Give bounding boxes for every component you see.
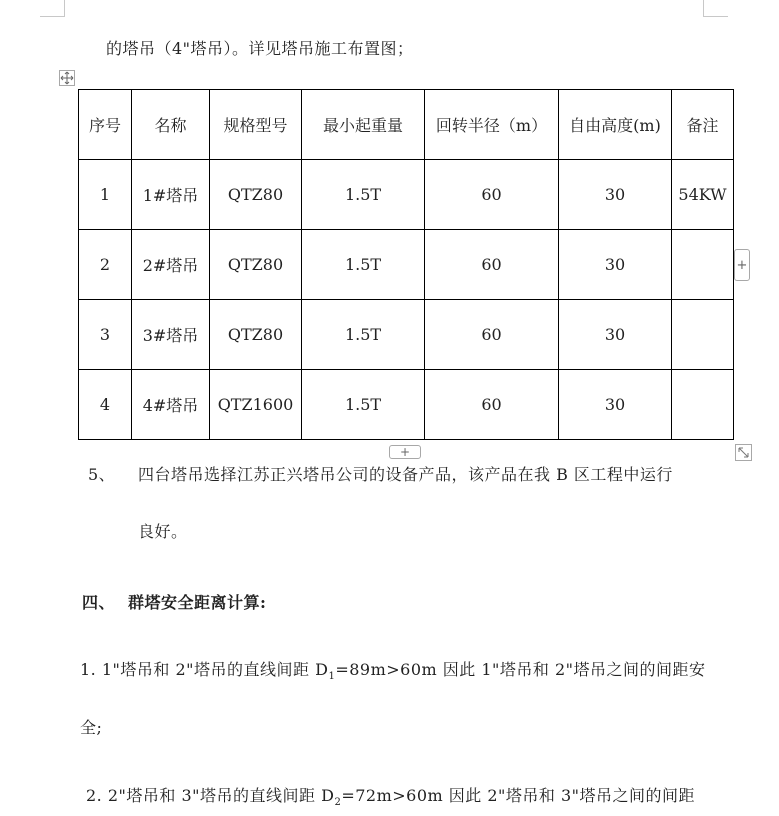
add-column-button[interactable] [734, 249, 750, 281]
table-cell[interactable]: 60 [425, 300, 559, 370]
calc2-subscript: 2 [334, 797, 342, 809]
table-cell[interactable] [672, 370, 734, 440]
table-cell[interactable]: 3#塔吊 [132, 300, 210, 370]
calc1-text-post: =89m>60m 因此 1"塔吊和 2"塔吊之间的间距安 [335, 660, 706, 679]
table-cell[interactable]: 54KW [672, 160, 734, 230]
calc1-line1 [80, 657, 706, 682]
tower-crane-table [78, 89, 734, 440]
item5-text-line1: 四台塔吊选择江苏正兴塔吊公司的设备产品，该产品在我 B 区工程中运行 [138, 465, 673, 484]
calc2-text-pre: 2. 2"塔吊和 3"塔吊的直线间距 D [86, 786, 335, 805]
section4-title: 群塔安全距离计算: [128, 593, 267, 612]
header-cell[interactable]: 序号 [79, 90, 132, 160]
table-cell[interactable]: 3 [79, 300, 132, 370]
calc2-line1 [86, 783, 695, 808]
move-arrows-icon [60, 71, 74, 85]
table-cell[interactable]: 4 [79, 370, 132, 440]
table-cell[interactable]: 60 [425, 230, 559, 300]
table-cell[interactable] [672, 300, 734, 370]
table-cell[interactable]: 4#塔吊 [132, 370, 210, 440]
plus-icon: + [399, 445, 411, 459]
page-corner-mark-top-left [40, 0, 65, 17]
table-header-row [79, 90, 734, 160]
header-cell[interactable]: 名称 [132, 90, 210, 160]
header-cell[interactable]: 自由高度(m) [559, 90, 672, 160]
page-corner-mark-top-right [703, 0, 728, 17]
calc1-line2: 全; [80, 718, 103, 737]
calc1-subscript: 1 [328, 671, 336, 683]
header-cell[interactable]: 规格型号 [210, 90, 302, 160]
intro-line: 的塔吊（4"塔吊）。详见塔吊施工布置图； [106, 39, 414, 58]
table-cell[interactable]: QTZ80 [210, 230, 302, 300]
table-cell[interactable]: 1.5T [302, 160, 425, 230]
table-cell[interactable]: 1.5T [302, 300, 425, 370]
table-resize-handle[interactable] [735, 444, 752, 461]
header-cell[interactable]: 最小起重量 [302, 90, 425, 160]
table-row [79, 370, 734, 440]
table-row [79, 300, 734, 370]
calc1-text-pre: 1. 1"塔吊和 2"塔吊的直线间距 D [80, 660, 329, 679]
table-row [79, 160, 734, 230]
table-cell[interactable]: QTZ1600 [210, 370, 302, 440]
table-cell[interactable]: 1.5T [302, 370, 425, 440]
item5-number: 5、 [88, 465, 116, 484]
item5-text-line2: 良好。 [138, 522, 188, 541]
table-cell[interactable]: 30 [559, 300, 672, 370]
table-cell[interactable]: 2 [79, 230, 132, 300]
table-row [79, 230, 734, 300]
table-cell[interactable]: 30 [559, 160, 672, 230]
table-cell[interactable]: 30 [559, 230, 672, 300]
resize-arrows-icon [736, 445, 751, 460]
table-move-handle[interactable] [59, 70, 75, 86]
header-cell[interactable]: 回转半径（m） [425, 90, 559, 160]
table-cell[interactable]: 1.5T [302, 230, 425, 300]
header-cell[interactable]: 备注 [672, 90, 734, 160]
table-cell[interactable]: QTZ80 [210, 300, 302, 370]
section4-number: 四、 [82, 593, 116, 612]
add-row-button[interactable] [389, 445, 421, 459]
table-cell[interactable]: 60 [425, 370, 559, 440]
table-cell[interactable]: 30 [559, 370, 672, 440]
table-cell[interactable]: 1#塔吊 [132, 160, 210, 230]
table-cell[interactable]: 60 [425, 160, 559, 230]
calc2-text-post: =72m>60m 因此 2"塔吊和 3"塔吊之间的间距 [341, 786, 696, 805]
plus-icon: + [736, 257, 748, 273]
table-cell[interactable]: 1 [79, 160, 132, 230]
table-cell[interactable]: QTZ80 [210, 160, 302, 230]
table-cell[interactable] [672, 230, 734, 300]
table-cell[interactable]: 2#塔吊 [132, 230, 210, 300]
